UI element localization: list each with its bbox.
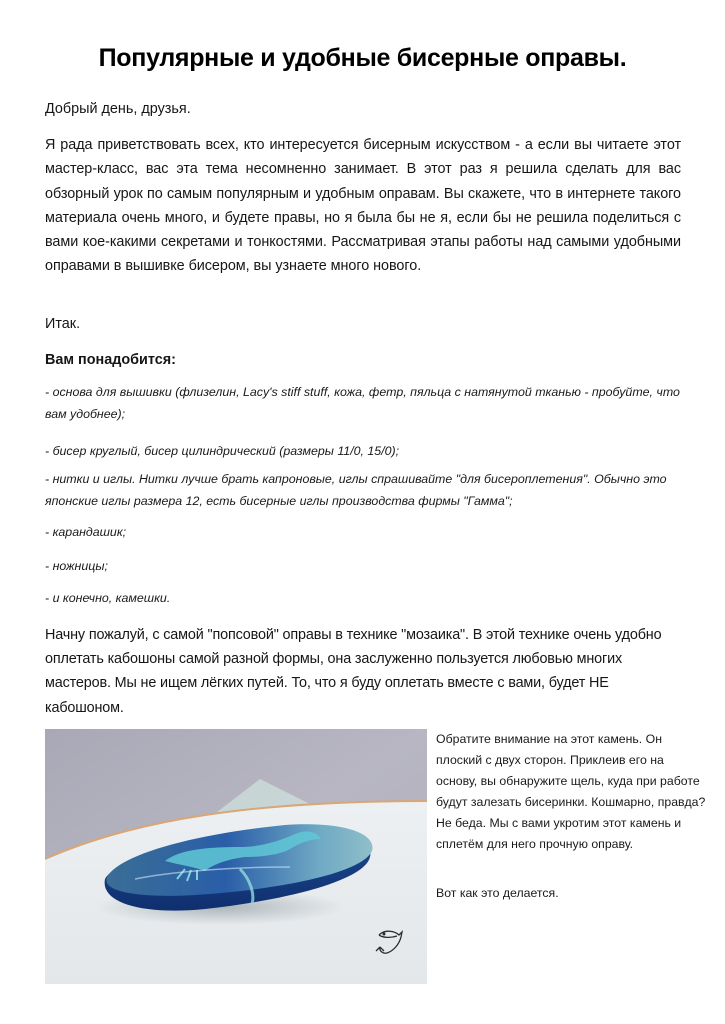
greeting-text: Добрый день, друзья.	[45, 101, 191, 117]
materials-list-item: - ножницы;	[45, 559, 108, 573]
stone-photo	[45, 729, 427, 984]
itak-text: Итак.	[45, 316, 81, 332]
page-title: Популярные и удобные бисерные оправы.	[98, 44, 627, 72]
how-to-text: Вот как это делается.	[436, 886, 559, 900]
materials-list-item: - основа для вышивки (флизелин, Lacy's stiff stuff, кожа, фетр, пяльца с натянутой тканью - пробуйте, что вам удобнее);	[45, 385, 680, 421]
stone-note-paragraph: Обратите внимание на этот камень. Он плоский с двух сторон. Приклеив его на основу, вы обнаружите щель, куда при работе будут залезать бисеринки. Кошмарно, правда? Не беда. Мы с вами укротим этот камень и сплетём для него прочную оправу.	[436, 732, 706, 851]
materials-list-item: - нитки и иглы. Нитки лучше брать капроновые, иглы спрашивайте "для бисероплетения". Обычно это японские иглы размера 12, есть бисерные иглы производства фирмы "Гамма";	[45, 472, 667, 508]
intro-paragraph: Я рада приветствовать всех, кто интересуется бисерным искусством - а если вы читаете этот мастер-класс, вас эта тема несомненно занимает. В этот раз я решила сделать для вас обзорный урок по самым популярным и удобным оправам. Вы скажете, что в интернете такого материала очень много, и будете правы, но я была бы не я, если бы не решила поделиться с вами кое-какими секретами и тонкостями. Рассматривая этапы работы над самыми удобными оправами в вышивке бисером, вы узнаете много нового.	[45, 137, 681, 275]
materials-list-item: - карандашик;	[45, 525, 127, 539]
materials-list-item: - бисер круглый, бисер цилиндрический (размеры 11/0, 15/0);	[45, 444, 400, 458]
materials-list-item: - и конечно, камешки.	[45, 591, 171, 605]
materials-heading: Вам понадобится:	[45, 352, 176, 368]
mosaic-paragraph: Начну пожалуй, с самой "попсовой" оправы в технике "мозаика". В этой технике очень удобно оплетать кабошоны самой разной формы, она заслуженно пользуется любовью многих мастеров. Мы не ищем лёгких путей. То, что я буду оплетать вместе с вами, будет НЕ кабошоном.	[45, 627, 662, 716]
